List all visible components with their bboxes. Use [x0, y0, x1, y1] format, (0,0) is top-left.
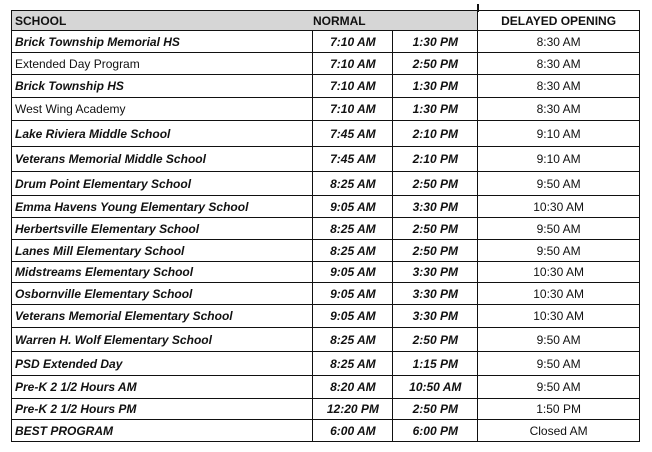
delayed-opening-time: 8:30 AM	[478, 31, 640, 53]
normal-end-time: 2:50 PM	[393, 218, 478, 240]
school-name: Lanes Mill Elementary School	[12, 240, 313, 262]
school-name: Drum Point Elementary School	[12, 172, 313, 196]
normal-start-time: 8:20 AM	[313, 376, 393, 399]
table-row	[12, 240, 640, 262]
table-row	[12, 218, 640, 240]
normal-start-time: 12:20 PM	[313, 399, 393, 420]
normal-start-time: 7:10 AM	[313, 75, 393, 98]
delayed-opening-time: 9:50 AM	[478, 218, 640, 240]
normal-end-time: 3:30 PM	[393, 196, 478, 218]
normal-end-time: 2:50 PM	[393, 172, 478, 196]
normal-end-time: 2:10 PM	[393, 121, 478, 147]
delayed-opening-time: 8:30 AM	[478, 98, 640, 121]
table-row	[12, 352, 640, 376]
table-row	[12, 283, 640, 305]
normal-start-time: 7:10 AM	[313, 98, 393, 121]
table-row	[12, 420, 640, 442]
table-row	[12, 75, 640, 98]
normal-start-time: 9:05 AM	[313, 262, 393, 283]
normal-end-time: 2:50 PM	[393, 240, 478, 262]
normal-end-time: 1:15 PM	[393, 352, 478, 376]
school-name: Warren H. Wolf Elementary School	[12, 328, 313, 352]
delayed-opening-time: 1:50 PM	[478, 399, 640, 420]
delayed-header: DELAYED OPENING	[478, 11, 640, 31]
delayed-opening-time: 9:50 AM	[478, 172, 640, 196]
normal-end-time: 2:50 PM	[393, 399, 478, 420]
school-name: Osbornville Elementary School	[12, 283, 313, 305]
delayed-opening-time: 9:50 AM	[478, 240, 640, 262]
school-name: Herbertsville Elementary School	[12, 218, 313, 240]
normal-end-time: 1:30 PM	[393, 75, 478, 98]
normal-end-time: 1:30 PM	[393, 31, 478, 53]
normal-end-time: 1:30 PM	[393, 98, 478, 121]
delayed-opening-time: 9:50 AM	[478, 328, 640, 352]
school-name: West Wing Academy	[12, 98, 313, 121]
school-name: Lake Riviera Middle School	[12, 121, 313, 147]
table-row	[12, 399, 640, 420]
normal-start-time: 7:45 AM	[313, 147, 393, 172]
normal-start-time: 9:05 AM	[313, 305, 393, 328]
delayed-opening-time: 9:50 AM	[478, 376, 640, 399]
normal-start-time: 6:00 AM	[313, 420, 393, 442]
table-row	[12, 196, 640, 218]
table-row	[12, 53, 640, 75]
normal-start-time: 8:25 AM	[313, 240, 393, 262]
school-name: PSD Extended Day	[12, 352, 313, 376]
delayed-opening-time: Closed AM	[478, 420, 640, 442]
delayed-opening-time: 10:30 AM	[478, 283, 640, 305]
normal-end-time: 2:50 PM	[393, 53, 478, 75]
table-row	[12, 98, 640, 121]
delayed-opening-time: 10:30 AM	[478, 196, 640, 218]
delayed-opening-time: 9:10 AM	[478, 121, 640, 147]
school-name: Extended Day Program	[12, 53, 313, 75]
normal-start-time: 9:05 AM	[313, 196, 393, 218]
header-row	[12, 11, 640, 31]
school-name: Brick Township HS	[12, 75, 313, 98]
normal-start-time: 9:05 AM	[313, 283, 393, 305]
table-row	[12, 147, 640, 172]
delayed-opening-time: 8:30 AM	[478, 75, 640, 98]
normal-header: NORMAL	[313, 11, 478, 31]
delayed-opening-time: 10:30 AM	[478, 262, 640, 283]
normal-start-time: 7:45 AM	[313, 121, 393, 147]
school-name: Emma Havens Young Elementary School	[12, 196, 313, 218]
normal-start-time: 8:25 AM	[313, 172, 393, 196]
delayed-opening-time: 10:30 AM	[478, 305, 640, 328]
normal-start-time: 7:10 AM	[313, 31, 393, 53]
school-name: BEST PROGRAM	[12, 420, 313, 442]
normal-start-time: 8:25 AM	[313, 328, 393, 352]
table-row	[12, 31, 640, 53]
school-name: Pre-K 2 1/2 Hours AM	[12, 376, 313, 399]
normal-end-time: 6:00 PM	[393, 420, 478, 442]
school-name: Brick Township Memorial HS	[12, 31, 313, 53]
table-row	[12, 121, 640, 147]
table-row	[12, 376, 640, 399]
school-name: Pre-K 2 1/2 Hours PM	[12, 399, 313, 420]
school-name: Midstreams Elementary School	[12, 262, 313, 283]
delayed-opening-time: 9:10 AM	[478, 147, 640, 172]
normal-start-time: 8:25 AM	[313, 352, 393, 376]
normal-end-time: 3:30 PM	[393, 262, 478, 283]
school-name: Veterans Memorial Elementary School	[12, 305, 313, 328]
table-row	[12, 262, 640, 283]
delayed-opening-time: 9:50 AM	[478, 352, 640, 376]
normal-start-time: 8:25 AM	[313, 218, 393, 240]
table-row	[12, 305, 640, 328]
normal-end-time: 3:30 PM	[393, 283, 478, 305]
normal-end-time: 2:50 PM	[393, 328, 478, 352]
school-header: SCHOOL	[12, 11, 313, 31]
normal-end-time: 10:50 AM	[393, 376, 478, 399]
table-row	[12, 328, 640, 352]
table-row	[12, 172, 640, 196]
normal-end-time: 2:10 PM	[393, 147, 478, 172]
schedule-table	[11, 10, 640, 442]
normal-start-time: 7:10 AM	[313, 53, 393, 75]
school-name: Veterans Memorial Middle School	[12, 147, 313, 172]
delayed-opening-time: 8:30 AM	[478, 53, 640, 75]
normal-end-time: 3:30 PM	[393, 305, 478, 328]
